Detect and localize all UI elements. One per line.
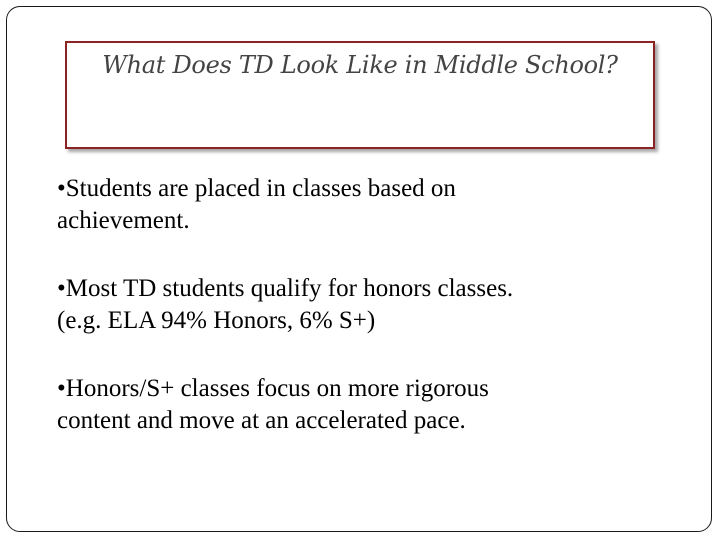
bullet-icon: • <box>57 175 66 202</box>
bullet-icon: • <box>57 275 66 302</box>
bullet-item-2 <box>57 273 677 337</box>
bullet-text-line1: Most TD students qualify for honors classes. <box>65 275 514 302</box>
bullet-icon: • <box>57 375 66 402</box>
slide-title: What Does TD Look Like in Middle School? <box>102 51 618 79</box>
bullet-text-line1: Students are placed in classes based on <box>65 175 456 202</box>
bullet-text-line1: Honors/S+ classes focus on more rigorous <box>65 375 489 402</box>
bullet-text-line2: achievement. <box>57 207 190 234</box>
bullet-text-line2: (e.g. ELA 94% Honors, 6% S+) <box>57 307 376 334</box>
title-box <box>65 41 655 149</box>
slide <box>6 6 712 532</box>
bullet-text-line2: content and move at an accelerated pace. <box>57 407 466 434</box>
bullet-list <box>57 173 677 473</box>
bullet-item-3 <box>57 373 677 437</box>
bullet-item-1 <box>57 173 677 237</box>
